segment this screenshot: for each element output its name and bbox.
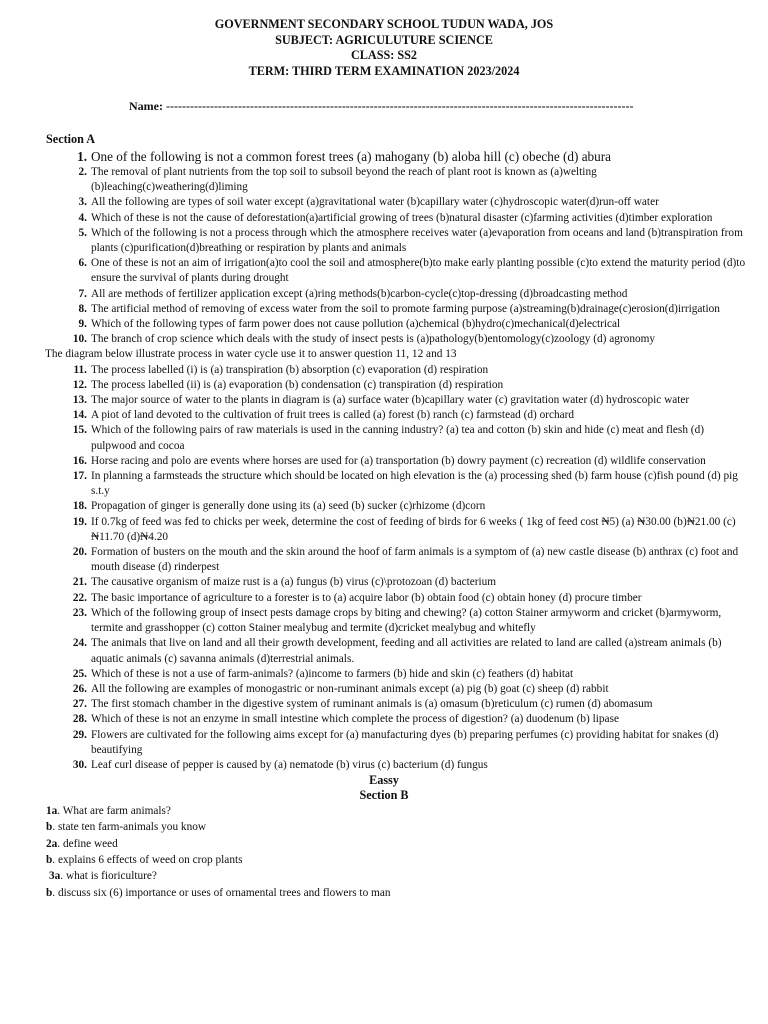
question-number: 30. — [72, 758, 87, 771]
question-item — [46, 393, 746, 408]
question-number: 12. — [72, 378, 87, 391]
name-label: Name: — [129, 99, 163, 113]
question-number: 9. — [78, 318, 87, 331]
question-item — [46, 499, 746, 514]
question-item — [46, 728, 746, 758]
section-b-text: . discuss six (6) importance or uses of ornamental trees and flowers to man — [52, 886, 391, 899]
question-item — [46, 195, 746, 210]
question-item — [46, 226, 746, 256]
question-number: 8. — [78, 302, 87, 315]
question-number: 6. — [78, 257, 87, 270]
question-item — [46, 591, 746, 606]
question-text: Flowers are cultivated for the following aims except for (a) manufacturing dyes (b) preparing perfumes (c) providing habitat for snakes (d) beautifying — [91, 728, 719, 756]
question-number: 13. — [72, 394, 87, 407]
section-b-item — [46, 885, 746, 901]
question-text: The first stomach chamber in the digestive system of ruminant animals is (a) omasum (b)reticulum (c) rumen (d) abomasum — [91, 698, 653, 711]
section-b-text: . What are farm animals? — [57, 805, 171, 818]
question-text: One of the following is not a common forest trees (a) mahogany (b) aloba hill (c) obeche (d) abura — [91, 149, 611, 164]
question-number: 16. — [72, 454, 87, 467]
question-item — [46, 211, 746, 226]
question-text: Horse racing and polo are events where horses are used for (a) transportation (b) dowry payment (c) recreation (d) wildlife conservation — [91, 454, 706, 467]
question-text: The animals that live on land and all their growth development, feeding and all activities are related to land are called (a)stream animals (b) aquatic animals (c) savanna animals (d)terrestrial animals. — [91, 637, 722, 665]
question-number: 29. — [72, 728, 87, 741]
question-item — [46, 287, 746, 302]
question-item — [46, 667, 746, 682]
question-text: The causative organism of maize rust is a (a) fungus (b) virus (c)\protozoan (d) bacterium — [91, 576, 497, 589]
question-item — [46, 682, 746, 697]
question-text: Propagation of ginger is generally done using its (a) seed (b) sucker (c)rhizome (d)corn — [91, 500, 486, 513]
question-text: Which of the following pairs of raw materials is used in the canning industry? (a) tea and cotton (b) skin and hide (c) meat and flesh (d) pulpwood and cocoa — [91, 424, 704, 452]
question-item — [46, 302, 746, 317]
question-number: 25. — [72, 667, 87, 680]
question-number: 14. — [72, 409, 87, 422]
term-line: TERM: THIRD TERM EXAMINATION 2023/2024 — [248, 63, 520, 78]
question-number: 27. — [72, 698, 87, 711]
question-item — [46, 758, 746, 773]
question-number: 19. — [72, 515, 87, 528]
question-item — [46, 332, 746, 347]
question-text: The removal of plant nutrients from the top soil to subsoil beyond the reach of plant root is known as (a)welting (b)leaching(c)weathering(d)liming — [91, 166, 597, 194]
question-number: 26. — [72, 682, 87, 695]
question-item — [46, 515, 746, 545]
name-blank: --------------------------------------------------------------------------------------------------------------------- — [162, 99, 634, 113]
question-text: All are methods of fertilizer application except (a)ring methods(b)carbon-cycle(c)top-dressing (d)broadcasting method — [91, 287, 628, 300]
question-number: 18. — [72, 500, 87, 513]
question-list — [46, 148, 746, 901]
question-item — [46, 636, 746, 666]
section-a-heading: Section A — [46, 132, 96, 146]
question-text: Formation of busters on the mouth and the skin around the hoof of farm animals is a symptom of (a) new castle disease (b) anthrax (c) foot and mouth disease (d) rinderpest — [91, 546, 739, 574]
question-number: 5. — [78, 226, 87, 239]
question-number: 22. — [72, 591, 87, 604]
question-number: 4. — [78, 211, 87, 224]
section-b-item — [46, 836, 746, 852]
question-text: Which of these is not the cause of deforestation(a)artificial growing of trees (b)natural disaster (c)farming activities (d)timber exploration — [91, 211, 713, 224]
question-text: Leaf curl disease of pepper is caused by (a) nematode (b) virus (c) bacterium (d) fungus — [91, 758, 488, 771]
diagram-instruction: The diagram below illustrate process in water cycle use it to answer question 11, 12 and 13 — [45, 348, 457, 361]
question-item — [46, 697, 746, 712]
section-b-item — [46, 868, 746, 884]
section-b-label: 2a — [46, 837, 58, 850]
question-item — [46, 423, 746, 453]
question-text: Which of the following group of insect pests damage crops by biting and chewing? (a) cotton Stainer armyworm and cricket (b)armyworm, termite and grasshopper (c) cotton Stainer mealybug and termite (d)cricket mealybug and whitefly — [91, 606, 722, 635]
question-number: 21. — [72, 576, 87, 589]
question-text: Which of the following types of farm power does not cause pollution (a)chemical (b)hydro(c)mechanical(d)electrical — [91, 318, 621, 331]
question-item — [46, 408, 746, 423]
question-text: The branch of crop science which deals with the study of insect pests is (a)pathology(b)entomology(c)zoology (d) agronomy — [91, 333, 656, 346]
question-text: The major source of water to the plants in diagram is (a) surface water (b)capillary water (c) gravitation water (d) hydroscopic water — [91, 394, 690, 407]
section-b-item — [46, 819, 746, 835]
exam-header — [0, 17, 768, 79]
section-b-text: . explains 6 effects of weed on crop plants — [52, 854, 243, 867]
question-item — [46, 454, 746, 469]
question-item — [46, 545, 746, 575]
question-item — [46, 148, 746, 165]
question-number: 23. — [72, 606, 87, 619]
question-number: 3. — [78, 196, 87, 209]
question-text: All the following are types of soil water except (a)gravitational water (b)capillary water (c)hydroscopic water(d)run-off water — [91, 196, 659, 209]
question-text: In planning a farmsteads the structure which should be located on high elevation is the (a) processing shed (b) farm house (c)fish pound (d) pig s.t.y — [91, 470, 738, 498]
question-text: If 0.7kg of feed was fed to chicks per week, determine the cost of feeding of birds for 6 weeks ( 1kg of feed cost ₦5) (a) ₦30.00 (b)₦21.00 (c)₦11.70 (d)₦4.20 — [91, 515, 736, 543]
question-item — [46, 378, 746, 393]
section-b-text: . state ten farm-animals you know — [52, 821, 207, 834]
question-text: One of these is not an aim of irrigation(a)to cool the soil and atmosphere(b)to make early planting possible (c)to extend the maturity period (d)to ensure the survival of plants during drought — [91, 257, 746, 285]
question-number: 10. — [72, 333, 87, 346]
question-number: 15. — [72, 424, 87, 437]
question-text: The process labelled (i) is (a) transpiration (b) absorption (c) evaporation (d) respiration — [91, 363, 489, 376]
section-b-heading: Section B — [359, 788, 409, 803]
question-number: 11. — [73, 363, 87, 376]
section-b-list — [46, 803, 746, 901]
section-b-label: 3a — [49, 870, 61, 883]
question-number: 17. — [72, 470, 87, 483]
question-text: A piot of land devoted to the cultivation of fruit trees is called (a) forest (b) ranch (c) farmstead (d) orchard — [91, 409, 575, 422]
school-name: GOVERNMENT SECONDARY SCHOOL TUDUN WADA, JOS — [214, 17, 554, 31]
section-b-label: 1a — [46, 805, 58, 818]
subject-line: SUBJECT: AGRICULUTURE SCIENCE — [275, 32, 493, 47]
questions-part-2 — [46, 363, 746, 773]
question-item — [46, 575, 746, 590]
section-b-text: . what is fioriculture? — [60, 870, 157, 883]
section-b-label: b — [46, 821, 53, 834]
question-item — [46, 256, 746, 286]
question-number: 20. — [72, 546, 87, 559]
question-item — [46, 712, 746, 727]
question-text: The basic importance of agriculture to a forester is to (a) acquire labor (b) obtain food (c) obtain honey (d) procure timber — [91, 591, 642, 604]
essay-heading: Eassy — [369, 773, 399, 788]
section-b-item — [46, 803, 746, 819]
question-text: Which of these is not an enzyme in small intestine which complete the process of digestion? (a) duodenum (b) lipase — [91, 713, 619, 726]
question-number: 24. — [72, 637, 87, 650]
question-item — [46, 606, 746, 636]
section-b-text: . define weed — [57, 837, 118, 850]
question-number: 2. — [78, 166, 87, 178]
question-text: Which of these is not a use of farm-animals? (a)income to farmers (b) hide and skin (c) feathers (d) habitat — [91, 667, 574, 680]
question-item — [46, 317, 746, 332]
question-item — [46, 363, 746, 378]
question-text: All the following are examples of monogastric or non-ruminant animals except (a) pig (b) goat (c) sheep (d) rabbit — [91, 682, 609, 695]
name-field-line — [129, 99, 649, 114]
questions-part-1 — [46, 148, 746, 347]
section-b-label: b — [46, 886, 53, 899]
question-item — [46, 165, 746, 195]
question-item — [46, 469, 746, 499]
question-number: 28. — [72, 713, 87, 726]
question-text: Which of the following is not a process through which the atmosphere receives water (a)evaporation from oceans and land (b)transpiration from plants (c)purification(d)breathing or respiration by plants and animals — [91, 226, 743, 255]
section-b-label: b — [46, 854, 53, 867]
section-b-item — [46, 852, 746, 868]
question-number: 1. — [77, 149, 87, 164]
question-number: 7. — [78, 287, 87, 300]
question-text: The process labelled (ii) is (a) evaporation (b) condensation (c) transpiration (d) respiration — [91, 378, 504, 391]
class-line: CLASS: SS2 — [350, 48, 418, 63]
question-text: The artificial method of removing of excess water from the soil to promote farming purpose (a)streaming(b)drainage(c)erosion(d)irrigation — [91, 302, 720, 315]
